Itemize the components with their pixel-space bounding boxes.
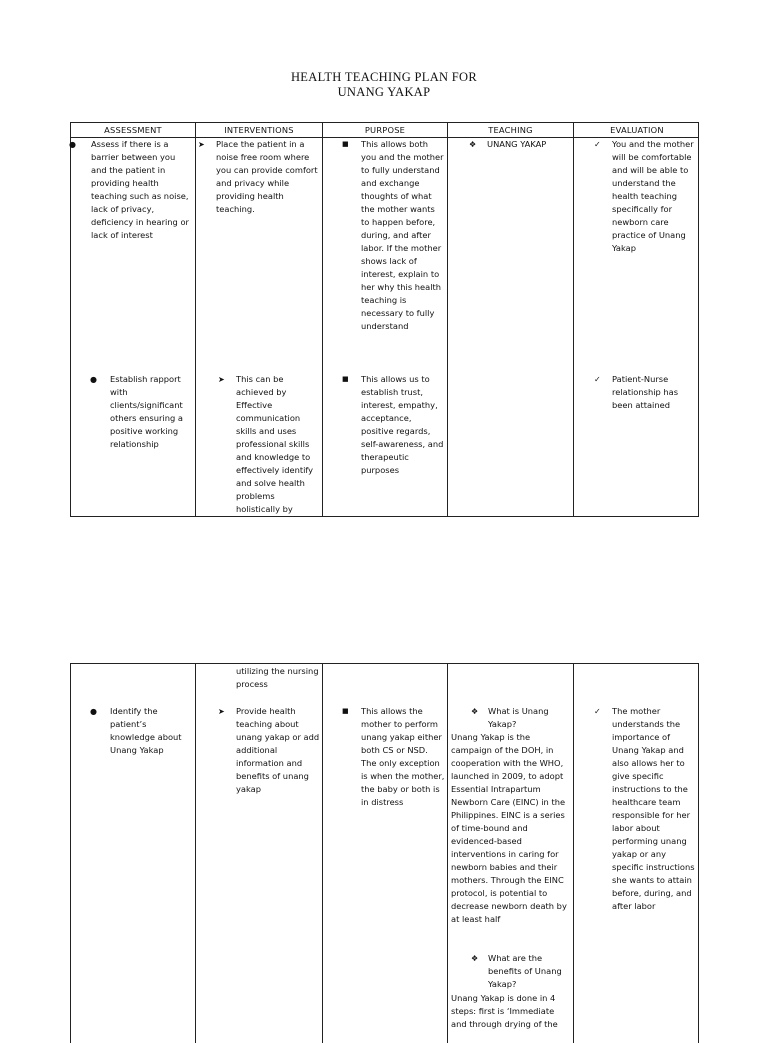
diamond-bullet-icon: ❖ (469, 140, 477, 149)
teaching-cell-1 (469, 138, 571, 151)
diamond-bullet-icon: ❖ (471, 954, 479, 963)
assessment-cell-3 (90, 705, 193, 757)
purpose-cell-2 (342, 373, 445, 477)
teaching-question-2-text: What are the benefits of Unang Yakap? (488, 953, 562, 989)
intervention-text-3: Provide health teaching about unang yakap or add additional information and benefits of unang yakap (236, 706, 320, 794)
teaching-answer-2: Unang Yakap is done in 4 steps: first is ‘Immediate and through drying of the (451, 993, 558, 1029)
check-icon: ✓ (594, 707, 601, 716)
header-evaluation: EVALUATION (610, 125, 664, 135)
table-header (71, 123, 698, 138)
header-interventions: INTERVENTIONS (224, 125, 294, 135)
assessment-cell-1 (69, 138, 193, 242)
evaluation-text-1: You and the mother will be comfortable and will be able to understand the health teaching specifically for newborn care practice of Unang Yakap (612, 139, 694, 253)
check-icon: ✓ (594, 140, 601, 149)
teaching-question-2 (471, 952, 570, 991)
title-line-1: HEALTH TEACHING PLAN FOR (290, 70, 478, 84)
evaluation-cell-2 (594, 373, 696, 412)
teaching-plan-table-2 (70, 663, 699, 1043)
evaluation-cell-1 (594, 138, 696, 255)
bullet-icon: ● (90, 375, 97, 384)
diamond-bullet-icon: ❖ (471, 707, 479, 716)
intervention-text-2: This can be achieved by Effective communication skills and uses professional skills and knowledge to effectively identify and solve health problems holistically by (236, 374, 314, 514)
assessment-text-3: Identify the patient’s knowledge about Unang Yakap (110, 706, 182, 755)
purpose-cell-1 (342, 138, 445, 333)
teaching-question-1 (471, 705, 570, 731)
title-line-2: UNANG YAKAP (337, 85, 431, 99)
intervention-cell-3 (218, 705, 320, 796)
intervention-continuation: utilizing the nursing process (236, 666, 319, 689)
header-purpose: PURPOSE (364, 125, 406, 135)
header-assessment: ASSESSMENT (104, 125, 162, 135)
evaluation-text-3: The mother understands the importance of Unang Yakap and also allows her to give specific instructions to the healthcare team responsible for her labor about performing unang yakap or any specific instructions she wants to attain before, during, and after labor (612, 706, 695, 911)
purpose-text-3: This allows the mother to perform unang yakap either both CS or NSD. The only exception is when the mother, the baby or both is in distress (361, 706, 445, 807)
teaching-plan-table-1 (70, 122, 699, 517)
purpose-text-1: This allows both you and the mother to fully understand and exchange thoughts of what the mother wants to happen before, during, and after labor. If the mother shows lack of interest, explain to her why this health teaching is necessary to fully understand (361, 139, 444, 331)
assessment-text-1: Assess if there is a barrier between you and the patient in providing health teaching such as noise, lack of privacy, deficiency in hearing or lack of interest (91, 139, 189, 240)
intervention-cell-1 (198, 138, 320, 216)
assessment-text-2: Establish rapport with clients/significant others ensuring a positive working relationship (110, 374, 183, 449)
assessment-cell-2 (90, 373, 193, 451)
arrowhead-icon: ➤ (218, 375, 225, 384)
bullet-icon: ● (69, 140, 76, 149)
evaluation-cell-3 (594, 705, 698, 913)
square-bullet-icon: ■ (342, 140, 349, 148)
teaching-text-1: UNANG YAKAP (487, 139, 547, 149)
bullet-icon: ● (90, 707, 97, 716)
purpose-cell-3 (342, 705, 445, 809)
purpose-text-2: This allows us to establish trust, interest, empathy, acceptance, positive regards, self-awareness, and therapeutic purposes (361, 374, 444, 475)
teaching-question-1-text: What is Unang Yakap? (488, 706, 549, 729)
check-icon: ✓ (594, 375, 601, 384)
square-bullet-icon: ■ (342, 707, 349, 715)
square-bullet-icon: ■ (342, 375, 349, 383)
page-title (0, 70, 768, 100)
arrowhead-icon: ➤ (198, 140, 205, 149)
header-teaching: TEACHING (488, 125, 533, 135)
intervention-text-1: Place the patient in a noise free room where you can provide comfort and privacy while providing health teaching. (216, 139, 318, 214)
intervention-cell-2 (218, 373, 320, 516)
teaching-answer-1: Unang Yakap is the campaign of the DOH, in cooperation with the WHO, launched in 2009, to adopt Essential Intrapartum Newborn Care (EINC) in the Philippines. EINC is a series of time-bound and evidenced-based interventions in caring for newborn babies and their mothers. Through the EINC protocol, is potential to decrease newborn death by at least half (451, 732, 567, 924)
evaluation-text-2: Patient-Nurse relationship has been attained (612, 374, 679, 410)
arrowhead-icon: ➤ (218, 707, 225, 716)
